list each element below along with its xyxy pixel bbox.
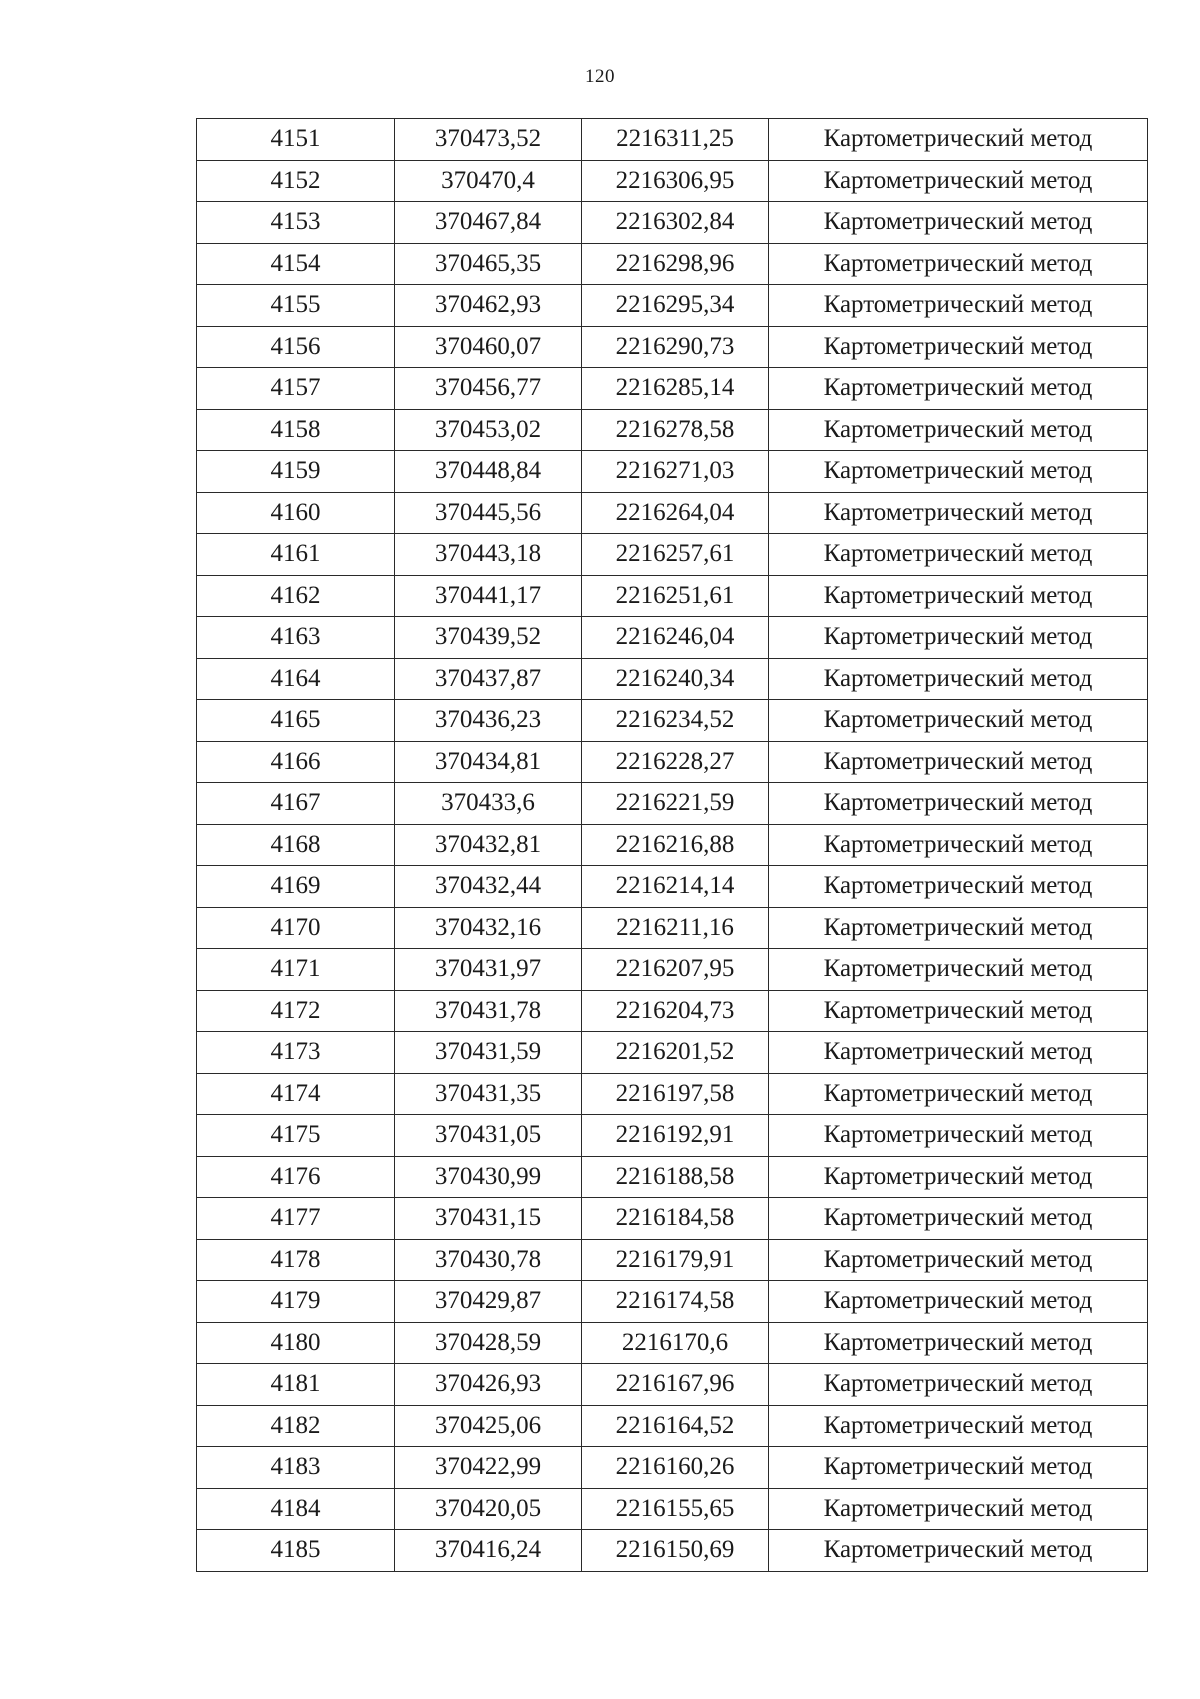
- method-cell: Картометрический метод: [769, 1156, 1148, 1198]
- method-cell: Картометрический метод: [769, 451, 1148, 493]
- x-coordinate-cell: 370473,52: [395, 119, 582, 161]
- table-row: [197, 451, 1148, 493]
- table-row: [197, 617, 1148, 659]
- x-coordinate-cell: 370439,52: [395, 617, 582, 659]
- y-coordinate-cell: 2216285,14: [582, 368, 769, 410]
- table-row: [197, 866, 1148, 908]
- point-number-cell: 4154: [197, 243, 395, 285]
- method-cell: Картометрический метод: [769, 1530, 1148, 1572]
- point-number-cell: 4171: [197, 949, 395, 991]
- x-coordinate-cell: 370430,99: [395, 1156, 582, 1198]
- y-coordinate-cell: 2216164,52: [582, 1405, 769, 1447]
- method-cell: Картометрический метод: [769, 783, 1148, 825]
- table-row: [197, 409, 1148, 451]
- x-coordinate-cell: 370437,87: [395, 658, 582, 700]
- point-number-cell: 4161: [197, 534, 395, 576]
- table-row: [197, 1198, 1148, 1240]
- table-row: [197, 285, 1148, 327]
- x-coordinate-cell: 370445,56: [395, 492, 582, 534]
- point-number-cell: 4162: [197, 575, 395, 617]
- point-number-cell: 4166: [197, 741, 395, 783]
- point-number-cell: 4182: [197, 1405, 395, 1447]
- y-coordinate-cell: 2216264,04: [582, 492, 769, 534]
- table-row: [197, 1322, 1148, 1364]
- point-number-cell: 4184: [197, 1488, 395, 1530]
- point-number-cell: 4164: [197, 658, 395, 700]
- point-number-cell: 4153: [197, 202, 395, 244]
- y-coordinate-cell: 2216251,61: [582, 575, 769, 617]
- y-coordinate-cell: 2216155,65: [582, 1488, 769, 1530]
- y-coordinate-cell: 2216170,6: [582, 1322, 769, 1364]
- method-cell: Картометрический метод: [769, 119, 1148, 161]
- point-number-cell: 4185: [197, 1530, 395, 1572]
- table-row: [197, 534, 1148, 576]
- table-row: [197, 1530, 1148, 1572]
- method-cell: Картометрический метод: [769, 1115, 1148, 1157]
- method-cell: Картометрический метод: [769, 824, 1148, 866]
- x-coordinate-cell: 370434,81: [395, 741, 582, 783]
- table-row: [197, 1073, 1148, 1115]
- point-number-cell: 4155: [197, 285, 395, 327]
- y-coordinate-cell: 2216271,03: [582, 451, 769, 493]
- y-coordinate-cell: 2216221,59: [582, 783, 769, 825]
- y-coordinate-cell: 2216311,25: [582, 119, 769, 161]
- point-number-cell: 4176: [197, 1156, 395, 1198]
- y-coordinate-cell: 2216257,61: [582, 534, 769, 576]
- method-cell: Картометрический метод: [769, 1405, 1148, 1447]
- method-cell: Картометрический метод: [769, 658, 1148, 700]
- point-number-cell: 4151: [197, 119, 395, 161]
- method-cell: Картометрический метод: [769, 617, 1148, 659]
- method-cell: Картометрический метод: [769, 1239, 1148, 1281]
- x-coordinate-cell: 370448,84: [395, 451, 582, 493]
- point-number-cell: 4174: [197, 1073, 395, 1115]
- x-coordinate-cell: 370431,35: [395, 1073, 582, 1115]
- method-cell: Картометрический метод: [769, 492, 1148, 534]
- method-cell: Картометрический метод: [769, 326, 1148, 368]
- x-coordinate-cell: 370453,02: [395, 409, 582, 451]
- x-coordinate-cell: 370420,05: [395, 1488, 582, 1530]
- y-coordinate-cell: 2216160,26: [582, 1447, 769, 1489]
- point-number-cell: 4178: [197, 1239, 395, 1281]
- page-number: 120: [585, 66, 615, 87]
- method-cell: Картометрический метод: [769, 202, 1148, 244]
- method-cell: Картометрический метод: [769, 990, 1148, 1032]
- point-number-cell: 4160: [197, 492, 395, 534]
- y-coordinate-cell: 2216201,52: [582, 1032, 769, 1074]
- x-coordinate-cell: 370416,24: [395, 1530, 582, 1572]
- y-coordinate-cell: 2216240,34: [582, 658, 769, 700]
- table-row: [197, 202, 1148, 244]
- x-coordinate-cell: 370467,84: [395, 202, 582, 244]
- point-number-cell: 4180: [197, 1322, 395, 1364]
- table-body: [197, 119, 1148, 1572]
- y-coordinate-cell: 2216188,58: [582, 1156, 769, 1198]
- table-row: [197, 1115, 1148, 1157]
- table-row: [197, 1032, 1148, 1074]
- y-coordinate-cell: 2216216,88: [582, 824, 769, 866]
- method-cell: Картометрический метод: [769, 1198, 1148, 1240]
- x-coordinate-cell: 370431,05: [395, 1115, 582, 1157]
- point-number-cell: 4156: [197, 326, 395, 368]
- point-number-cell: 4157: [197, 368, 395, 410]
- method-cell: Картометрический метод: [769, 949, 1148, 991]
- table-row: [197, 119, 1148, 161]
- y-coordinate-cell: 2216306,95: [582, 160, 769, 202]
- method-cell: Картометрический метод: [769, 1281, 1148, 1323]
- y-coordinate-cell: 2216211,16: [582, 907, 769, 949]
- point-number-cell: 4177: [197, 1198, 395, 1240]
- x-coordinate-cell: 370425,06: [395, 1405, 582, 1447]
- table-row: [197, 1488, 1148, 1530]
- point-number-cell: 4152: [197, 160, 395, 202]
- point-number-cell: 4163: [197, 617, 395, 659]
- point-number-cell: 4173: [197, 1032, 395, 1074]
- method-cell: Картометрический метод: [769, 368, 1148, 410]
- x-coordinate-cell: 370430,78: [395, 1239, 582, 1281]
- table-row: [197, 907, 1148, 949]
- method-cell: Картометрический метод: [769, 575, 1148, 617]
- table-row: [197, 824, 1148, 866]
- x-coordinate-cell: 370470,4: [395, 160, 582, 202]
- table-row: [197, 243, 1148, 285]
- x-coordinate-cell: 370426,93: [395, 1364, 582, 1406]
- x-coordinate-cell: 370443,18: [395, 534, 582, 576]
- point-number-cell: 4179: [197, 1281, 395, 1323]
- y-coordinate-cell: 2216214,14: [582, 866, 769, 908]
- point-number-cell: 4175: [197, 1115, 395, 1157]
- method-cell: Картометрический метод: [769, 741, 1148, 783]
- x-coordinate-cell: 370433,6: [395, 783, 582, 825]
- table-row: [197, 326, 1148, 368]
- y-coordinate-cell: 2216298,96: [582, 243, 769, 285]
- method-cell: Картометрический метод: [769, 243, 1148, 285]
- method-cell: Картометрический метод: [769, 1322, 1148, 1364]
- table-row: [197, 1281, 1148, 1323]
- x-coordinate-cell: 370441,17: [395, 575, 582, 617]
- y-coordinate-cell: 2216207,95: [582, 949, 769, 991]
- table-row: [197, 741, 1148, 783]
- x-coordinate-cell: 370431,78: [395, 990, 582, 1032]
- table-row: [197, 160, 1148, 202]
- point-number-cell: 4159: [197, 451, 395, 493]
- method-cell: Картометрический метод: [769, 1073, 1148, 1115]
- x-coordinate-cell: 370432,16: [395, 907, 582, 949]
- y-coordinate-cell: 2216290,73: [582, 326, 769, 368]
- y-coordinate-cell: 2216204,73: [582, 990, 769, 1032]
- method-cell: Картометрический метод: [769, 160, 1148, 202]
- point-number-cell: 4167: [197, 783, 395, 825]
- x-coordinate-cell: 370431,59: [395, 1032, 582, 1074]
- method-cell: Картометрический метод: [769, 700, 1148, 742]
- y-coordinate-cell: 2216197,58: [582, 1073, 769, 1115]
- y-coordinate-cell: 2216302,84: [582, 202, 769, 244]
- table-row: [197, 658, 1148, 700]
- x-coordinate-cell: 370432,44: [395, 866, 582, 908]
- method-cell: Картометрический метод: [769, 1488, 1148, 1530]
- point-number-cell: 4168: [197, 824, 395, 866]
- x-coordinate-cell: 370431,97: [395, 949, 582, 991]
- table-row: [197, 1364, 1148, 1406]
- coordinates-table: [196, 118, 1148, 1572]
- x-coordinate-cell: 370431,15: [395, 1198, 582, 1240]
- point-number-cell: 4172: [197, 990, 395, 1032]
- y-coordinate-cell: 2216234,52: [582, 700, 769, 742]
- y-coordinate-cell: 2216295,34: [582, 285, 769, 327]
- method-cell: Картометрический метод: [769, 534, 1148, 576]
- y-coordinate-cell: 2216192,91: [582, 1115, 769, 1157]
- x-coordinate-cell: 370436,23: [395, 700, 582, 742]
- table-row: [197, 368, 1148, 410]
- point-number-cell: 4170: [197, 907, 395, 949]
- y-coordinate-cell: 2216184,58: [582, 1198, 769, 1240]
- x-coordinate-cell: 370422,99: [395, 1447, 582, 1489]
- x-coordinate-cell: 370432,81: [395, 824, 582, 866]
- y-coordinate-cell: 2216174,58: [582, 1281, 769, 1323]
- table-row: [197, 1239, 1148, 1281]
- x-coordinate-cell: 370429,87: [395, 1281, 582, 1323]
- method-cell: Картометрический метод: [769, 1447, 1148, 1489]
- y-coordinate-cell: 2216179,91: [582, 1239, 769, 1281]
- table-row: [197, 700, 1148, 742]
- table-row: [197, 1405, 1148, 1447]
- table-row: [197, 1447, 1148, 1489]
- method-cell: Картометрический метод: [769, 1364, 1148, 1406]
- table-row: [197, 949, 1148, 991]
- table-row: [197, 990, 1148, 1032]
- x-coordinate-cell: 370456,77: [395, 368, 582, 410]
- point-number-cell: 4183: [197, 1447, 395, 1489]
- point-number-cell: 4165: [197, 700, 395, 742]
- y-coordinate-cell: 2216228,27: [582, 741, 769, 783]
- method-cell: Картометрический метод: [769, 866, 1148, 908]
- point-number-cell: 4181: [197, 1364, 395, 1406]
- y-coordinate-cell: 2216167,96: [582, 1364, 769, 1406]
- table-row: [197, 575, 1148, 617]
- method-cell: Картометрический метод: [769, 1032, 1148, 1074]
- point-number-cell: 4169: [197, 866, 395, 908]
- table-row: [197, 1156, 1148, 1198]
- method-cell: Картометрический метод: [769, 409, 1148, 451]
- table-row: [197, 492, 1148, 534]
- table-row: [197, 783, 1148, 825]
- point-number-cell: 4158: [197, 409, 395, 451]
- x-coordinate-cell: 370428,59: [395, 1322, 582, 1364]
- method-cell: Картометрический метод: [769, 285, 1148, 327]
- y-coordinate-cell: 2216246,04: [582, 617, 769, 659]
- method-cell: Картометрический метод: [769, 907, 1148, 949]
- y-coordinate-cell: 2216278,58: [582, 409, 769, 451]
- x-coordinate-cell: 370462,93: [395, 285, 582, 327]
- y-coordinate-cell: 2216150,69: [582, 1530, 769, 1572]
- x-coordinate-cell: 370460,07: [395, 326, 582, 368]
- x-coordinate-cell: 370465,35: [395, 243, 582, 285]
